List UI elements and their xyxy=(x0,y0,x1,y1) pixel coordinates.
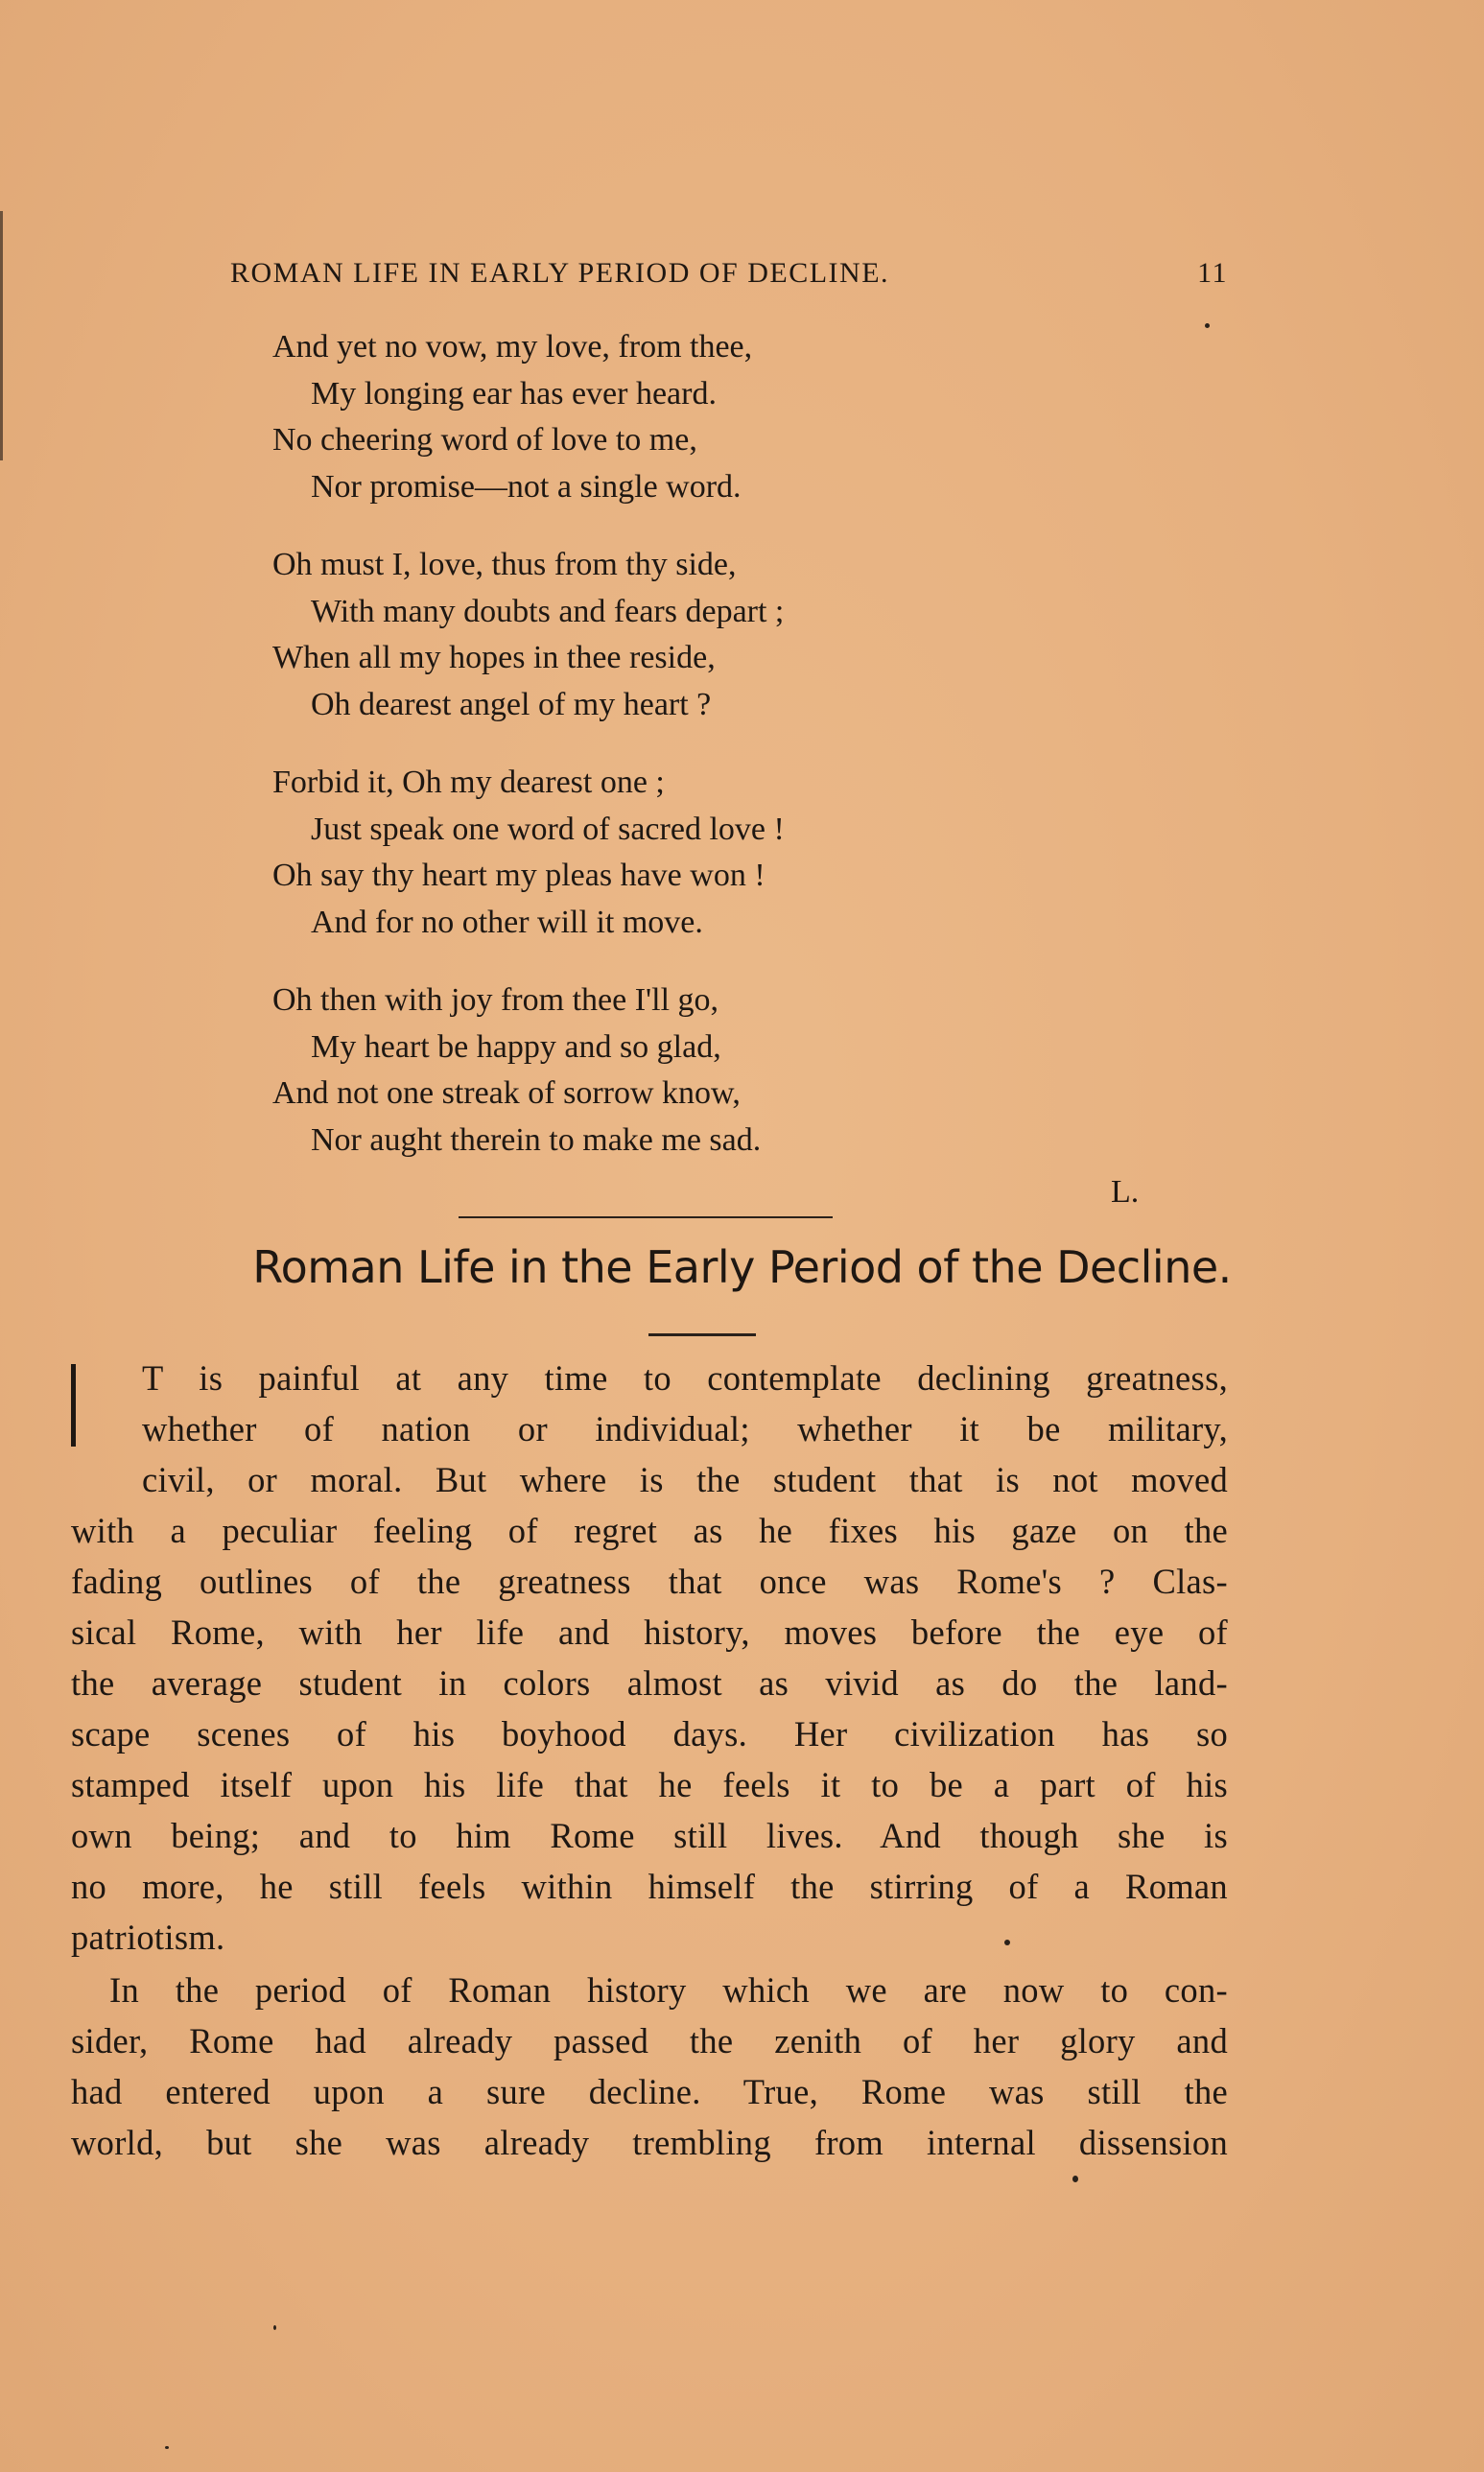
poem xyxy=(272,324,1040,1195)
paragraph-1 xyxy=(71,1353,1228,1963)
poem-line: Oh say thy heart my pleas have won ! xyxy=(272,858,766,893)
section-divider xyxy=(459,1216,833,1218)
text-line: In the period of Roman history which we are now to con- xyxy=(109,1970,1228,2010)
poem-stanza-2 xyxy=(272,542,1040,728)
poem-line: And not one streak of sorrow know, xyxy=(272,1075,741,1111)
poem-line: My longing ear has ever heard. xyxy=(311,375,717,412)
poem-line: When all my hopes in thee reside, xyxy=(272,640,716,675)
poem-line: No cheering word of love to me, xyxy=(272,422,697,458)
text-line: had entered upon a sure decline. True, Rome was still the xyxy=(71,2072,1228,2111)
text-line: stamped itself upon his life that he feels it to be a part of his xyxy=(71,1765,1228,1804)
text-line: T is painful at any time to contemplate declining greatness, xyxy=(142,1358,1228,1398)
poem-line: Forbid it, Oh my dearest one ; xyxy=(272,765,665,800)
text-line: no more, he still feels within himself the stirring of a Roman xyxy=(71,1867,1228,1906)
ink-speck xyxy=(1205,323,1210,328)
article-title: Roman Life in the Early Period of the Decline. xyxy=(252,1241,1232,1293)
poem-line: Oh dearest angel of my heart ? xyxy=(311,686,712,722)
text-line: sider, Rome had already passed the zenith of her glory and xyxy=(71,2021,1228,2060)
text-line: with a peculiar feeling of regret as he fixes his gaze on the xyxy=(71,1511,1228,1550)
poem-line: And yet no vow, my love, from thee, xyxy=(272,329,753,365)
text-line: own being; and to him Rome still lives. And though she is xyxy=(71,1816,1228,1855)
text-line: sical Rome, with her life and history, moves before the eye of xyxy=(71,1613,1228,1652)
poem-signature: L. xyxy=(1111,1174,1140,1210)
page-number: 11 xyxy=(1197,257,1228,289)
article-body xyxy=(71,1353,1228,2168)
poem-stanza-4 xyxy=(272,977,1040,1164)
text-line: the average student in colors almost as vivid as do the land- xyxy=(71,1663,1228,1703)
text-line: patriotism. xyxy=(71,1918,225,1957)
running-header xyxy=(230,257,1228,295)
ink-speck xyxy=(273,2325,276,2330)
text-line: scape scenes of his boyhood days. Her civilization has so xyxy=(71,1714,1228,1754)
text-line: world, but she was already trembling from internal dissension xyxy=(71,2123,1228,2162)
text-line: fading outlines of the greatness that once was Rome's ? Clas- xyxy=(71,1562,1228,1601)
running-title: ROMAN LIFE IN EARLY PERIOD OF DECLINE. xyxy=(230,257,890,289)
poem-stanza-1 xyxy=(272,324,1040,510)
poem-line: Nor promise—not a single word. xyxy=(311,468,742,505)
poem-line: And for no other will it move. xyxy=(311,904,703,940)
paragraph-2 xyxy=(71,1965,1228,2168)
ink-speck xyxy=(1004,1940,1010,1945)
ink-speck xyxy=(1072,2176,1078,2182)
text-line: whether of nation or individual; whether it be military, xyxy=(142,1409,1228,1448)
text-line: civil, or moral. But where is the student that is not moved xyxy=(142,1460,1228,1499)
poem-line: Nor aught therein to make me sad. xyxy=(311,1121,762,1158)
poem-line: My heart be happy and so glad, xyxy=(311,1028,721,1065)
ink-speck xyxy=(165,2446,169,2449)
poem-stanza-3 xyxy=(272,760,1040,946)
page-edge-shadow xyxy=(0,211,3,460)
poem-line: With many doubts and fears depart ; xyxy=(311,593,785,629)
title-underline xyxy=(648,1333,756,1336)
poem-line: Oh then with joy from thee I'll go, xyxy=(272,982,719,1018)
poem-line: Just speak one word of sacred love ! xyxy=(311,811,785,847)
poem-line: Oh must I, love, thus from thy side, xyxy=(272,547,737,582)
